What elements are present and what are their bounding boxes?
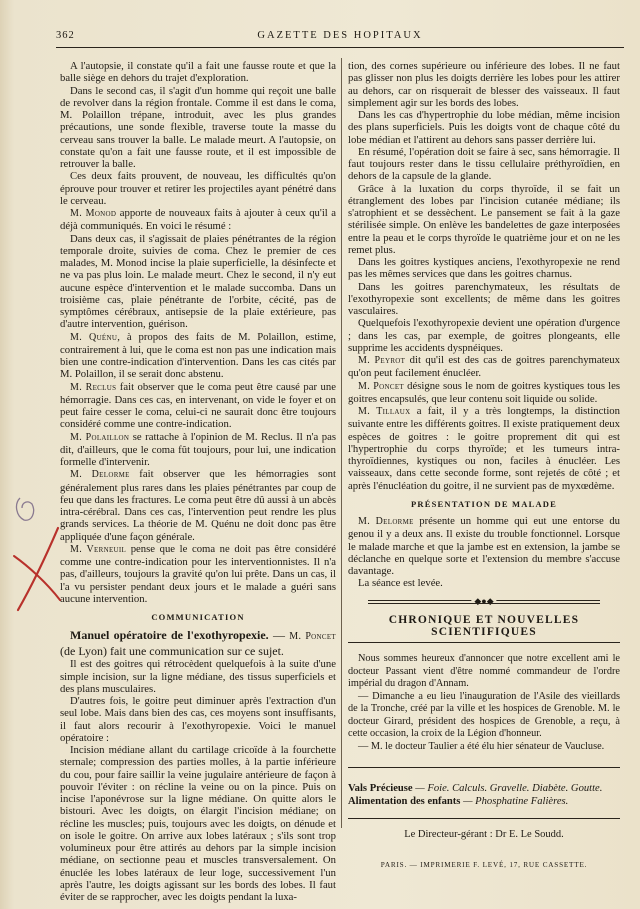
paragraph: Dans deux cas, il s'agissait de plaies pénétrantes de la région temporale droite, suivies de coma. Chez le premier de ces malades, M. Monod incise la plaie superficielle, la désinfecte et ne va pas plus loin. Le malade meurt. Chez le second, il n'y eut aucune espèce d'intervention et le malade succomba. Dans un troisième cas, plaie pénétrante de l'orbite, cécité, pas de symptômes cérébraux, antisepsie de la plaie extérieure, pas d'autre intervention, guérison.: [60, 232, 336, 331]
paragraph: Dans les goitres parenchymateux, les résultats de l'exothyropexie sont excellents; de même dans les goitres vasculaires.: [348, 280, 620, 317]
paragraph: M. Tillaux a fait, il y a très longtemps, la distinction suivante entre les différents goitres. Il existe pratiquement deux espèces de goitres : le goitre proprement dit qui est l'hypertrophie du corps thyroïde; et les tumeurs intra-thyroïdiennes, kystiques ou non, faciles à énucléer. Les vaisseaux, dans cette seconde forme, sont rejetés de côté ; et après l'énucléation du goitre, il ne survient pas de myxœdème.: [348, 405, 620, 492]
paragraph: M. Delorme fait observer que les hémorragies sont généralement plus rares dans les plaies pénétrantes par coup de feu que dans les fractures. Le coma peut être dû aussi à un abcès intra-cérébral. Dans ces cas, l'intervention peut rendre les plus grands services. La théorie de M. Quénu ne doit donc pas être appliquée d'une façon générale.: [60, 468, 336, 543]
paragraph: Incision médiane allant du cartilage cricoïde à la fourchette sternale; compression des parties molles, à la partie inférieure du cou, pour faire saillir la veine jugulaire antérieure de façon à pouvoir l'éviter : on récline la veine ou on la pince. Puis on incise l'aponévrose sur la ligne médiane. On quitte alors le bistouri. Avec les doigts, on élargit l'incision médiane; on récline les muscles; puis, toujours avec les doigts, on dénude et on isole le goitre. On arrive aux lobes latéraux ; s'ils sont trop volumineux pour être attirés au dehors par la simple incision médiane, on sectionne peau et muscles transversalement. On énuclée les lobes latéraux de leur loge, successivement l'un après l'autre, les doigts agissant sur les bords des lobes. Il faut éviter de se rapprocher, avec les doigts pendant la luxa-: [60, 744, 336, 903]
paragraph: Grâce à la luxation du corps thyroïde, il se fait un étranglement des lobes par l'incision cutanée médiane; ils s'atrophient et se dessèchent. Le pansement se fait à la gaze stérilisée simple. On enlève les bandelettes de gaze interposées entre la peau et le corps thyroïde le quatrième jour et on ne les remet plus.: [348, 182, 620, 256]
paragraph: La séance est levée.: [358, 577, 443, 590]
page-header: [56, 30, 624, 48]
paragraph: M. Quénu, à propos des faits de M. Polaillon, estime, contrairement à lui, que le coma est non pas une indication mais bien une contre-indication d'intervention. Dans les cas cités par M. Polaillon, il se serait donc abstenu.: [60, 330, 336, 381]
paragraph: M. Monod apporte de nouveaux faits à ajouter à ceux qu'il a déjà communiqués. En voici le résumé :: [60, 207, 337, 233]
paragraph: En résumé, l'opération doit se faire à sec, sans hémorragie. Il faut toujours rester dans le tissu cellulaire préthyroïdien, en dehors de la capsule de la glande.: [348, 145, 620, 183]
paragraph: A l'autopsie, il constate qu'il a fait une fausse route et que la balle siège en dehors du trajet d'exploration.: [60, 60, 336, 85]
advertisements: [348, 767, 620, 819]
news-item: Nous sommes heureux d'annoncer que notre excellent ami le docteur Passant vient d'être nommé commandeur de l'ordre impérial du dragon d'Annam.: [348, 653, 620, 689]
advert-line: Vals Précieuse — Foie. Calculs. Gravelle. Diabète. Goutte.: [348, 783, 603, 794]
paragraph: Dans les goitres kystiques anciens, l'exothyropexie ne rend pas les mêmes services que dans les goitres charnus.: [348, 256, 620, 281]
chronicle-title: CHRONIQUE ET NOUVELLES SCIENTIFIQUES: [388, 613, 580, 638]
ornament-icon: ◆●◆: [471, 596, 496, 606]
speaker-name: M. Monod: [70, 208, 117, 219]
speaker-name: M. Delorme: [70, 469, 130, 481]
paragraph: Dans les cas d'hypertrophie du lobe médian, même incision des plans superficiels. Puis les doigts vont de chaque côté du lobe médian et l'attirent au dehors sans passer derrière lui.: [348, 109, 620, 146]
speaker-name: M. Poncet: [358, 380, 404, 392]
advert-line: Alimentation des enfants — Phosphatine Falières.: [348, 796, 569, 807]
paragraph: Ces deux faits prouvent, de nouveau, les difficultés qu'on éprouve pour trouver et retirer les projectiles ayant pénétré dans le cerveau.: [60, 170, 336, 207]
speaker-name: M. Reclus: [70, 381, 117, 393]
speaker-name: M. Delorme: [358, 516, 414, 527]
paragraph: Il est des goitres qui rétrocèdent quelquefois à la suite d'une simple incision, sur la ligne médiane, des tissus superficiels et des plans musculaires.: [60, 658, 336, 695]
paragraph: Dans le second cas, il s'agit d'un homme qui reçoit une balle de revolver dans la région frontale. Comme il est dans le coma, M. Polaillon trépane, introduit, avec les plus grandes précautions, une sonde flexible, traverse toute la masse du cerveau sans trouver la balle. Le malade meurt. A l'autopsie, on constate qu'on a fait une fausse route, et il est impossible de retrouver la balle.: [60, 84, 336, 170]
ornamental-rule: [368, 595, 600, 606]
printer-imprint: PARIS. — IMPRIMERIE F. LEVÉ, 17, RUE CASSETTE.: [380, 861, 588, 870]
column-divider: [341, 58, 342, 828]
paragraph: M. Verneuil pense que le coma ne doit pas être considéré comme une contre-indication pour les interventionnistes. Il n'a pas, d'ailleurs, toujours la gravité qu'on lui prête. Dans un cas, il l'a vu persister pendant deux jours et le malade a guéri sans aucune intervention.: [60, 542, 336, 605]
speaker-name: M. Poncet: [289, 631, 337, 643]
header-rule: [56, 47, 624, 48]
journal-title: GAZETTE DES HOPITAUX: [257, 30, 423, 41]
section-heading-communication: COMMUNICATION: [151, 612, 245, 622]
paragraph: M. Reclus fait observer que le coma peut être causé par une hémorragie. Dans ces cas, en intervenant, on vide le foyer et on peut faire cesser le coma, celui-ci ne saurait donc être toujours considéré comme une contre-indication.: [60, 380, 336, 431]
news-item: — Dimanche a eu lieu l'inauguration de l'Asile des vieillards de la Tronche, créé par la ville et les hospices de Grenoble. M. le docteur Girard, président des hospices de Grenoble, a reçu, à cette occasion, la croix de la Légion d'honneur.: [348, 690, 620, 739]
paragraph: D'autres fois, le goitre peut diminuer après l'extraction d'un seul lobe. Mais dans bien des cas, ces moyens sont insuffisants, il faut alors recourir à l'exothyropexie. Voici le manuel opératoire :: [60, 695, 336, 744]
news-item: — M. le docteur Taulier a été élu hier sénateur de Vaucluse.: [358, 740, 605, 752]
paragraph: tion, des cornes supérieure ou inférieure des lobes. Il ne faut pas glisser non plus les doigts derrière les lobes pour les attirer au dehors, car on risquerait de blesser des vaisseaux. Il faut simplement agir sur les bords des lobes.: [348, 60, 620, 109]
section-heading-presentation: PRÉSENTATION DE MALADE: [410, 498, 558, 509]
right-column: [348, 60, 620, 872]
paragraph: M. Delorme présente un homme qui eut une entorse du genou il y a deux ans. Il existe du trouble fonctionnel. Lorsque le malade marche et que la jambe est en extension, la jambe se déclanche en quelque sorte et l'extension du membre s'accuse davantage.: [348, 515, 621, 577]
director-line: Le Directeur-gérant : Dr E. Le Soudd.: [404, 829, 564, 840]
speaker-name: M. Polaillon: [70, 431, 130, 443]
paragraph: M. Poncet désigne sous le nom de goitres kystiques tous les goitres encapsulés, que leur contenu soit liquide ou solide.: [348, 379, 621, 405]
paragraph: M. Polaillon se rattache à l'opinion de M. Reclus. Il n'a pas dit, d'ailleurs, que le coma fût toujours, pour lui, une indication formelle d'intervenir.: [60, 430, 337, 468]
speaker-name: M. Tillaux: [358, 406, 411, 417]
speaker-name: M. Quénu: [70, 331, 118, 343]
speaker-name: M. Verneuil: [70, 543, 127, 555]
left-column: [60, 60, 336, 903]
paragraph: Quelquefois l'exothyropexie devient une opération d'urgence ; dans les cas, par exemple, de goitres plongeants, elle supprime les accidents dyspnéiques.: [348, 317, 620, 354]
communication-title: Manuel opératoire de l'exothyropexie. — M. Poncet (de Lyon) fait une communication sur ce sujet.: [60, 628, 337, 659]
paragraph: M. Peyrot dit qu'il est des cas de goitres parenchymateux qu'on peut facilement énucléer.: [348, 354, 620, 380]
speaker-name: M. Peyrot: [358, 355, 406, 366]
chronicle-rule: [348, 642, 620, 643]
page-number: 362: [56, 30, 75, 41]
